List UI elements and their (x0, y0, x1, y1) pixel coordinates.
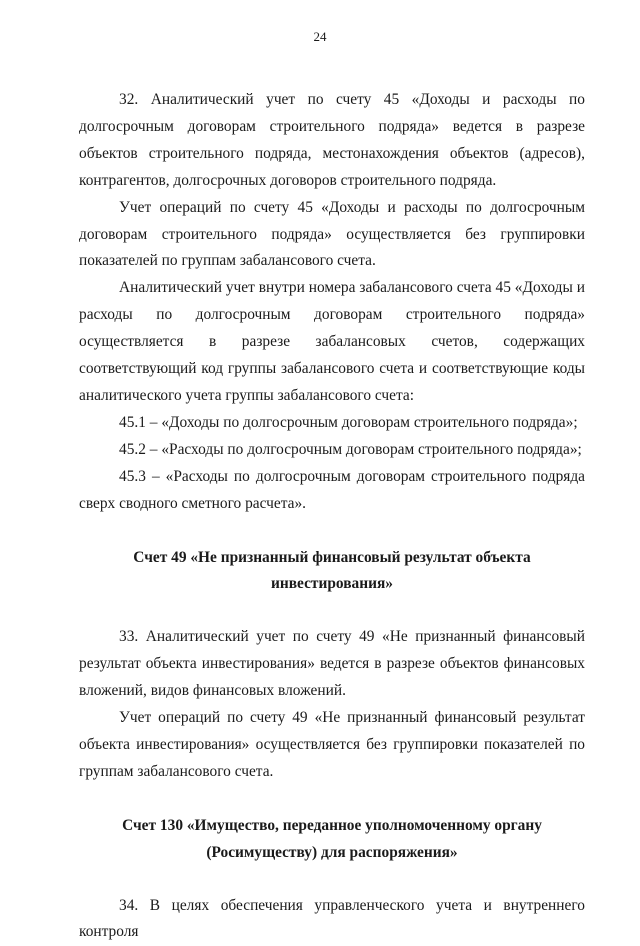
section-heading-account-130-line2: (Росимуществу) для распоряжения» (206, 843, 458, 861)
section-heading-account-49 (79, 545, 585, 599)
section-heading-account-49-line2: инвестирования» (271, 575, 393, 593)
paragraph-account-45-analytics: Аналитический учет внутри номера забалансового счета 45 «Доходы и расходы по долгосрочным договорам строительного подряда» осуществляется в разрезе забалансовых счетов, содержащих соответствующий код группы забалансового счета и соответствующие коды аналитического учета группы забалансового счета: (79, 279, 585, 404)
list-item-45-2: 45.2 – «Расходы по долгосрочным договорам строительного подряда»; (119, 440, 582, 458)
section-heading-account-130 (79, 813, 585, 867)
section-heading-account-130-line1: Счет 130 «Имущество, переданное уполномоченному органу (122, 816, 542, 834)
paragraph-account-49-operations: Учет операций по счету 49 «Не признанный финансовый результат объекта инвестирования» осуществляется без группировки показателей по группам забалансового счета. (79, 709, 585, 780)
section-heading-account-49-line1: Счет 49 «Не признанный финансовый результат объекта (133, 548, 531, 566)
paragraph-32: 32. Аналитический учет по счету 45 «Доходы и расходы по долгосрочным договорам строительного подряда» ведется в разрезе объектов строительного подряда, местонахождения объектов (адресов), контрагентов, долгосрочных договоров строительного подряда. (79, 91, 585, 189)
list-item-45-1: 45.1 – «Доходы по долгосрочным договорам строительного подряда»; (119, 413, 578, 431)
paragraph-33: 33. Аналитический учет по счету 49 «Не признанный финансовый результат объекта инвестирования» ведется в разрезе объектов финансовых вложений, видов финансовых вложений. (79, 628, 585, 700)
paragraph-account-45-operations: Учет операций по счету 45 «Доходы и расходы по долгосрочным договорам строительного подряда» осуществляется без группировки показателей по группам забалансового счета. (79, 198, 585, 270)
document-body (79, 87, 585, 946)
page-number: 24 (313, 29, 327, 44)
paragraph-34: 34. В целях обеспечения управленческого учета и внутреннего контроля (79, 896, 585, 941)
list-item-45-3: 45.3 – «Расходы по долгосрочным договорам строительного подряда сверх сводного сметного расчета». (79, 467, 585, 512)
